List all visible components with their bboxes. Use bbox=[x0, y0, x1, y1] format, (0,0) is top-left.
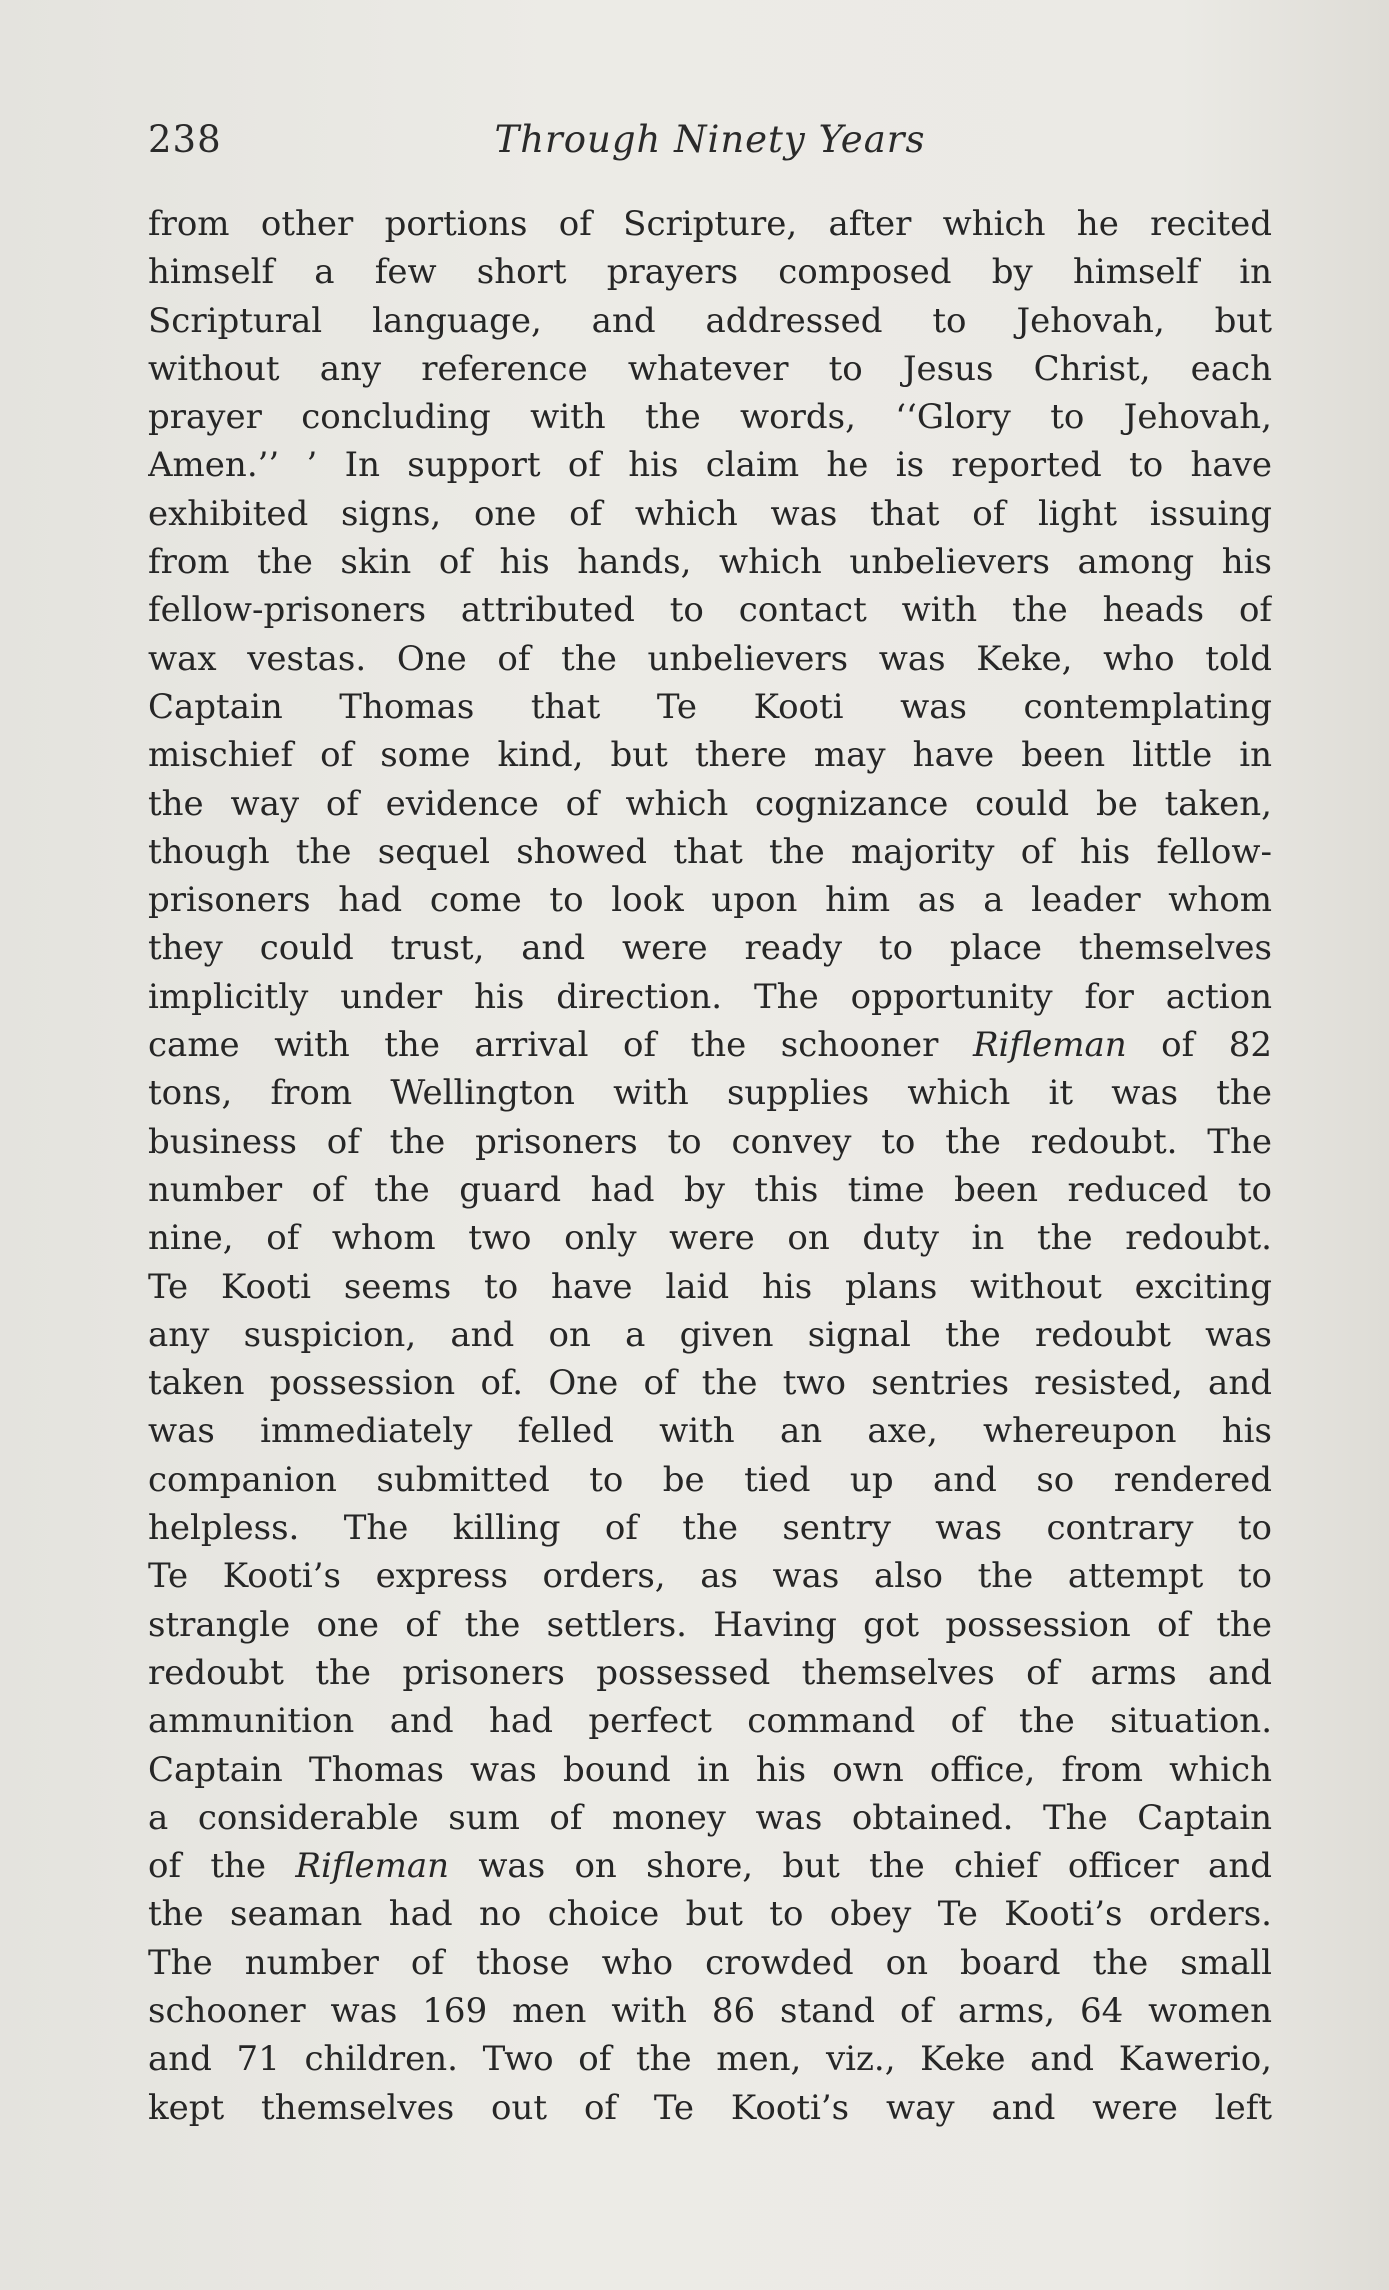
text-line: strangle one of the settlers. Having got possession of the bbox=[148, 1604, 1272, 1645]
text-line: Captain Thomas was bound in his own office, from which bbox=[148, 1749, 1272, 1790]
ship-name: Rifleman bbox=[295, 1846, 450, 1887]
page-header bbox=[148, 118, 1272, 178]
text-line: any suspicion, and on a given signal the redoubt was bbox=[148, 1314, 1272, 1355]
text-line: Te Kooti’s express orders, as was also the attempt to bbox=[148, 1556, 1272, 1597]
text-segment: came with the arrival of the schooner bbox=[148, 1025, 973, 1066]
text-line: exhibited signs, one of which was that of light issuing bbox=[148, 493, 1272, 534]
text-line: companion submitted to be tied up and so rendered bbox=[148, 1459, 1272, 1500]
text-line: schooner was 169 men with 86 stand of arms, 64 women bbox=[148, 1990, 1272, 2031]
text-line: the seaman had no choice but to obey Te Kooti’s orders. bbox=[148, 1894, 1272, 1935]
text-line: redoubt the prisoners possessed themselves of arms and bbox=[148, 1652, 1272, 1693]
text-line: implicitly under his direction. The opportunity for action bbox=[148, 976, 1272, 1017]
running-title: Through Ninety Years bbox=[494, 118, 926, 161]
text-line bbox=[148, 1021, 1272, 1069]
text-line: kept themselves out of Te Kooti’s way and were left bbox=[148, 2087, 1272, 2128]
text-line: Te Kooti seems to have laid his plans without exciting bbox=[148, 1266, 1272, 1307]
text-segment: was on shore, but the chief officer and bbox=[449, 1846, 1272, 1887]
text-line: The number of those who crowded on board the small bbox=[148, 1942, 1272, 1983]
text-segment: of the bbox=[148, 1846, 296, 1887]
text-line: was immediately felled with an axe, whereupon his bbox=[148, 1411, 1272, 1452]
text-line: number of the guard had by this time been reduced to bbox=[148, 1169, 1272, 1210]
text-line: Captain Thomas that Te Kooti was contemplating bbox=[148, 686, 1272, 727]
ship-name: Rifleman bbox=[972, 1025, 1127, 1066]
text-line: and 71 children. Two of the men, viz., Keke and Kawerio, bbox=[148, 2039, 1272, 2080]
text-line: Scriptural language, and addressed to Jehovah, but bbox=[148, 300, 1272, 341]
text-line: without any reference whatever to Jesus Christ, each bbox=[148, 348, 1272, 389]
text-line: the way of evidence of which cognizance could be taken, bbox=[148, 783, 1272, 824]
text-line: himself a few short prayers composed by himself in bbox=[148, 252, 1272, 293]
text-line: from other portions of Scripture, after which he recited bbox=[148, 204, 1272, 244]
text-line: wax vestas. One of the unbelievers was Keke, who told bbox=[148, 638, 1272, 679]
text-line: from the skin of his hands, which unbelievers among his bbox=[148, 542, 1272, 583]
text-line: a considerable sum of money was obtained. The Captain bbox=[148, 1797, 1272, 1838]
body-text bbox=[148, 200, 1272, 2132]
page-number: 238 bbox=[148, 118, 222, 161]
text-segment: of 82 bbox=[1126, 1025, 1272, 1066]
text-line: prayer concluding with the words, ‘‘Glory to Jehovah, bbox=[148, 397, 1272, 438]
text-line: fellow-prisoners attributed to contact with the heads of bbox=[148, 590, 1272, 631]
text-line: taken possession of. One of the two sentries resisted, and bbox=[148, 1363, 1272, 1404]
text-line: they could trust, and were ready to place themselves bbox=[148, 928, 1272, 969]
text-line: prisoners had come to look upon him as a leader whom bbox=[148, 880, 1272, 921]
text-line: mischief of some kind, but there may have been little in bbox=[148, 735, 1272, 776]
text-line: ammunition and had perfect command of the situation. bbox=[148, 1701, 1272, 1742]
text-line: tons, from Wellington with supplies which it was the bbox=[148, 1073, 1272, 1114]
text-line: helpless. The killing of the sentry was contrary to bbox=[148, 1508, 1272, 1549]
text-line bbox=[148, 1842, 1272, 1890]
text-line: business of the prisoners to convey to the redoubt. The bbox=[148, 1121, 1272, 1162]
text-line: nine, of whom two only were on duty in the redoubt. bbox=[148, 1218, 1272, 1259]
text-line: though the sequel showed that the majority of his fellow- bbox=[148, 831, 1272, 872]
text-line: Amen.’’ ’ In support of his claim he is reported to have bbox=[148, 445, 1272, 486]
